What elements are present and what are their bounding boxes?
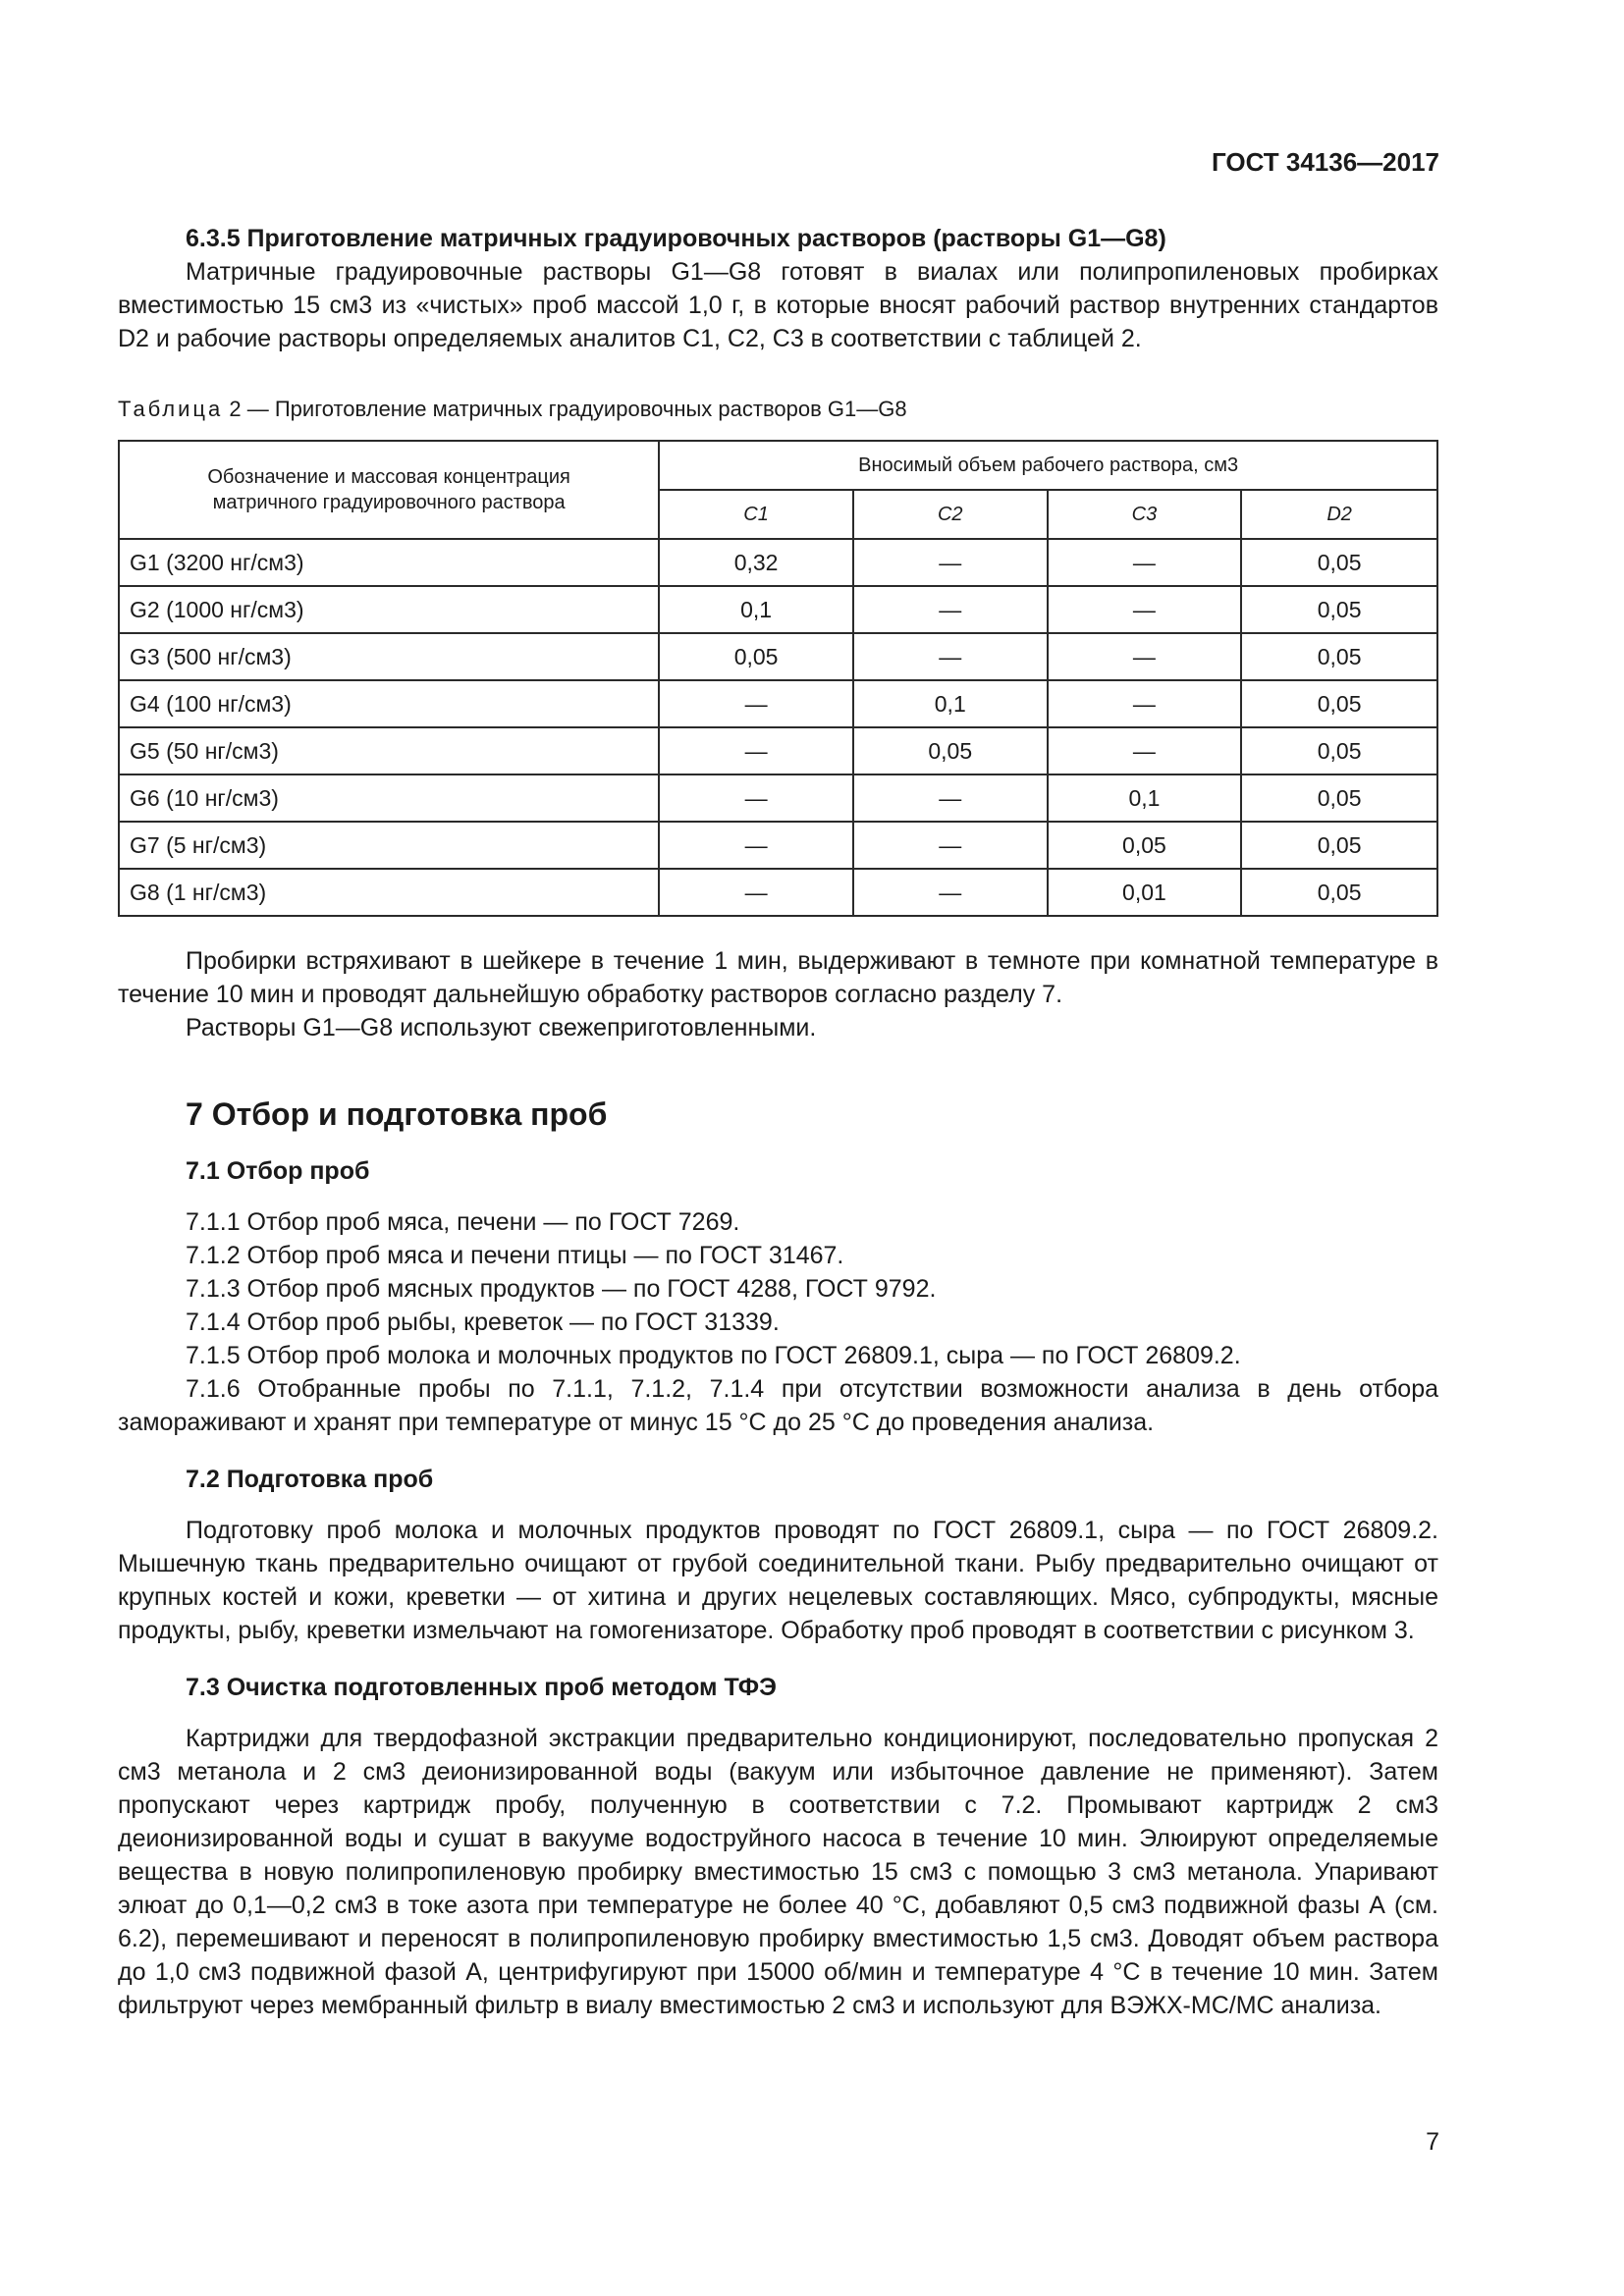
cell-c1: — — [659, 680, 853, 727]
table-row — [119, 633, 1437, 680]
list-item: 7.1.6 Отобранные пробы по 7.1.1, 7.1.2, 7.1.4 при отсутствии возможности анализа в день отбора замораживают и хранят при температуре от минус 15 °С до 25 °С до проведения анализа. — [118, 1375, 1438, 1436]
cell-c3: 0,05 — [1048, 822, 1242, 869]
cell-c3: — — [1048, 680, 1242, 727]
row-label: G3 (500 нг/см3) — [119, 633, 659, 680]
row-label: G8 (1 нг/см3) — [119, 869, 659, 916]
calibration-table — [118, 440, 1438, 917]
cell-c2: — — [853, 539, 1048, 586]
cell-c3: 0,1 — [1048, 774, 1242, 822]
table-header-volume-group: Вносимый объем рабочего раствора, см3 — [659, 441, 1437, 490]
cell-d2: 0,05 — [1241, 727, 1437, 774]
cell-c1: — — [659, 869, 853, 916]
cell-c1: — — [659, 774, 853, 822]
cell-c1: 0,05 — [659, 633, 853, 680]
table-header-designation: Обозначение и массовая концентрация матричного градуировочного раствора — [119, 441, 659, 539]
section-635-heading: 6.3.5 Приготовление матричных градуировочных растворов (растворы G1—G8) — [186, 225, 1166, 252]
cell-c3: — — [1048, 727, 1242, 774]
list-item: 7.1.1 Отбор проб мяса, печени — по ГОСТ 7269. — [186, 1208, 740, 1236]
cell-d2: 0,05 — [1241, 822, 1437, 869]
cell-c2: 0,05 — [853, 727, 1048, 774]
table-row — [119, 774, 1437, 822]
table-col-d2: D2 — [1241, 490, 1437, 539]
cell-d2: 0,05 — [1241, 680, 1437, 727]
cell-c1: — — [659, 822, 853, 869]
table-row — [119, 586, 1437, 633]
row-label: G4 (100 нг/см3) — [119, 680, 659, 727]
cell-c3: — — [1048, 633, 1242, 680]
section-7-heading: 7 Отбор и подготовка проб — [186, 1096, 608, 1132]
table-row — [119, 869, 1437, 916]
section-635-paragraph: Матричные градуировочные растворы G1—G8 готовят в виалах или полипропиленовых пробирках вместимостью 15 см3 из «чистых» проб массой 1,0 г, в которые вносят рабочий раствор внутренних стандартов D2 и рабочие растворы определяемых аналитов C1, C2, C3 в соответствии с таблицей 2. — [118, 258, 1438, 352]
cell-d2: 0,05 — [1241, 774, 1437, 822]
page-number: 7 — [1426, 2128, 1439, 2156]
cell-d2: 0,05 — [1241, 539, 1437, 586]
row-label: G6 (10 нг/см3) — [119, 774, 659, 822]
section-72-heading: 7.2 Подготовка проб — [186, 1466, 434, 1493]
table-row — [119, 680, 1437, 727]
table-row — [119, 822, 1437, 869]
cell-c1: 0,32 — [659, 539, 853, 586]
cell-c2: — — [853, 633, 1048, 680]
cell-d2: 0,05 — [1241, 633, 1437, 680]
row-label: G2 (1000 нг/см3) — [119, 586, 659, 633]
section-73-paragraph: Картриджи для твердофазной экстракции предварительно кондиционируют, последовательно пропуская 2 см3 метанола и 2 см3 деионизированной воды (вакуум или избыточное давление не применяют). Затем пропускают через картридж пробу, полученную в соответствии с 7.2. Промывают картридж 2 см3 деионизированной воды и сушат в вакууме водоструйного насоса в течение 10 мин. Элюируют определяемые вещества в новую полипропиленовую пробирку вместимостью 15 см3 с помощью 3 см3 метанола. Упаривают элюат до 0,1—0,2 см3 в токе азота при температуре не более 40 °С, добавляют 0,5 см3 подвижной фазы А (см. 6.2), перемешивают и переносят в полипропиленовую пробирку вместимостью 1,5 см3. Доводят объем раствора до 1,0 см3 подвижной фазой А, центрифугируют при 15000 об/мин и температуре 4 °С в течение 10 мин. Затем фильтруют через мембранный фильтр в виалу вместимостью 2 см3 и используют для ВЭЖХ-МС/МС анализа. — [118, 1725, 1438, 2019]
row-label: G1 (3200 нг/см3) — [119, 539, 659, 586]
section-71-heading: 7.1 Отбор проб — [186, 1157, 370, 1185]
row-label: G7 (5 нг/см3) — [119, 822, 659, 869]
table-caption — [118, 393, 1438, 426]
cell-c1: 0,1 — [659, 586, 853, 633]
table-caption-label: Таблица — [118, 397, 224, 421]
document-id-header: ГОСТ 34136—2017 — [1212, 147, 1439, 177]
cell-c2: — — [853, 869, 1048, 916]
page-content — [118, 222, 1438, 2022]
row-label: G5 (50 нг/см3) — [119, 727, 659, 774]
cell-c2: — — [853, 822, 1048, 869]
table-col-c2: C2 — [853, 490, 1048, 539]
table-caption-text: 2 — Приготовление матричных градуировочных растворов G1—G8 — [229, 397, 907, 421]
table-col-c1: C1 — [659, 490, 853, 539]
list-item: 7.1.4 Отбор проб рыбы, креветок — по ГОСТ 31339. — [186, 1308, 780, 1336]
table-col-c3: C3 — [1048, 490, 1242, 539]
table-row — [119, 727, 1437, 774]
cell-d2: 0,05 — [1241, 586, 1437, 633]
cell-c3: — — [1048, 586, 1242, 633]
after-table-paragraph-1: Пробирки встряхивают в шейкере в течение 1 мин, выдерживают в темноте при комнатной температуре в течение 10 мин и проводят дальнейшую обработку растворов согласно разделу 7. — [118, 947, 1438, 1008]
list-item: 7.1.2 Отбор проб мяса и печени птицы — по ГОСТ 31467. — [186, 1242, 844, 1269]
cell-c3: 0,01 — [1048, 869, 1242, 916]
cell-c2: — — [853, 586, 1048, 633]
cell-d2: 0,05 — [1241, 869, 1437, 916]
cell-c2: 0,1 — [853, 680, 1048, 727]
section-72-paragraph: Подготовку проб молока и молочных продуктов проводят по ГОСТ 26809.1, сыра — по ГОСТ 26809.2. Мышечную ткань предварительно очищают от грубой соединительной ткани. Рыбу предварительно очищают от крупных костей и кожи, креветки — от хитина и других нецелевых составляющих. Мясо, субпродукты, мясные продукты, рыбу, креветки измельчают на гомогенизаторе. Обработку проб проводят в соответствии с рисунком 3. — [118, 1517, 1438, 1644]
list-item: 7.1.5 Отбор проб молока и молочных продуктов по ГОСТ 26809.1, сыра — по ГОСТ 26809.2. — [186, 1342, 1241, 1369]
cell-c1: — — [659, 727, 853, 774]
cell-c3: — — [1048, 539, 1242, 586]
table-row — [119, 539, 1437, 586]
list-item: 7.1.3 Отбор проб мясных продуктов — по ГОСТ 4288, ГОСТ 9792. — [186, 1275, 937, 1303]
after-table-paragraph-2: Растворы G1—G8 используют свежеприготовленными. — [186, 1014, 817, 1041]
cell-c2: — — [853, 774, 1048, 822]
section-73-heading: 7.3 Очистка подготовленных проб методом ТФЭ — [186, 1674, 777, 1701]
